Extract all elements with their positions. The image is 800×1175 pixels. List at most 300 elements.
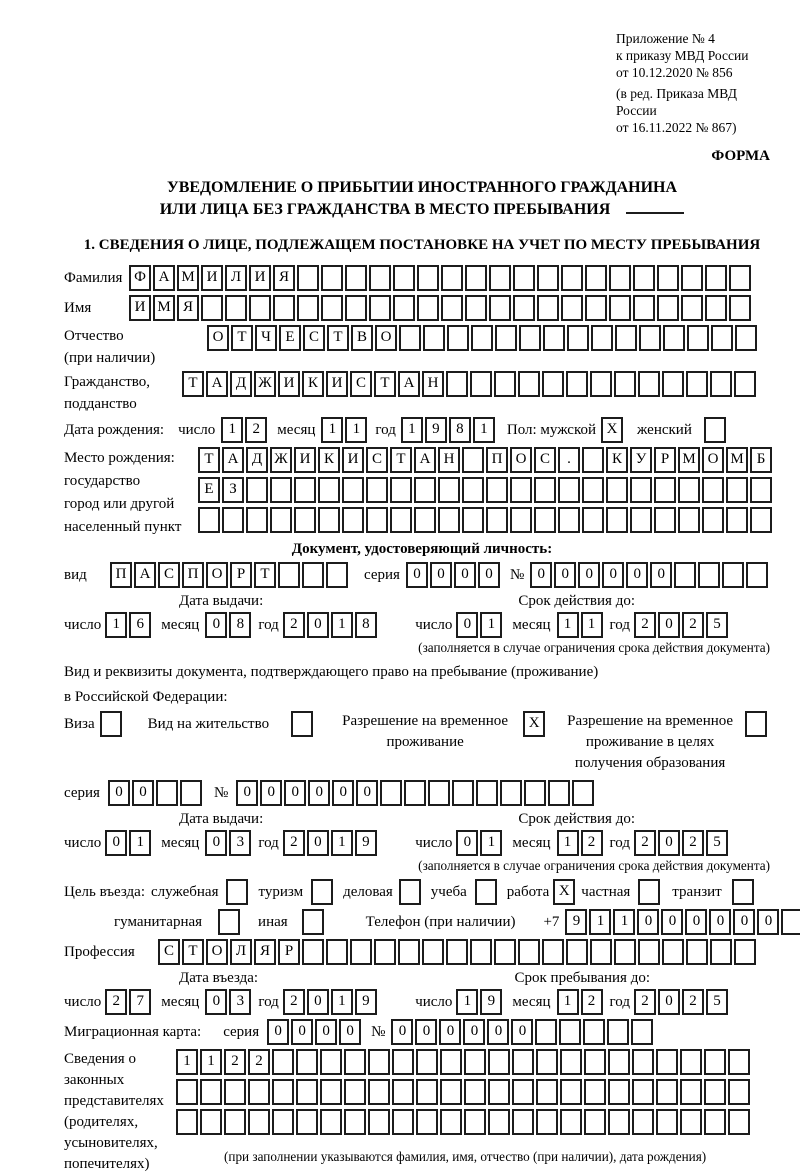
char-cell[interactable] <box>440 1049 462 1075</box>
char-cell[interactable] <box>674 562 696 588</box>
char-cell[interactable] <box>687 325 709 351</box>
char-cell[interactable]: В <box>351 325 373 351</box>
char-cell[interactable]: К <box>606 447 628 473</box>
char-cell[interactable] <box>428 780 450 806</box>
char-cell[interactable]: 0 <box>284 780 306 806</box>
char-cell[interactable] <box>560 1049 582 1075</box>
temp-residence-education-checkbox[interactable] <box>745 711 769 737</box>
char-cell[interactable]: 0 <box>307 989 329 1015</box>
char-cell[interactable]: А <box>206 371 228 397</box>
char-cell[interactable]: 2 <box>682 830 704 856</box>
char-cell[interactable] <box>734 371 756 397</box>
char-cell[interactable] <box>462 507 484 533</box>
char-cell[interactable] <box>608 1109 630 1135</box>
char-cell[interactable] <box>368 1049 390 1075</box>
char-cell[interactable]: З <box>222 477 244 503</box>
char-cell[interactable]: 0 <box>626 562 648 588</box>
residence-permit-checkbox[interactable] <box>291 711 315 737</box>
entry-day-boxes[interactable] <box>105 989 153 1015</box>
char-cell[interactable]: Ч <box>255 325 277 351</box>
birth-day-boxes[interactable] <box>221 417 269 443</box>
char-cell[interactable] <box>486 477 508 503</box>
char-cell[interactable] <box>726 507 748 533</box>
char-cell[interactable] <box>344 1109 366 1135</box>
char-cell[interactable] <box>559 1019 581 1045</box>
char-cell[interactable]: 0 <box>315 1019 337 1045</box>
purpose-humanitarian-checkbox[interactable] <box>218 909 242 935</box>
representatives-row2-boxes[interactable] <box>176 1079 752 1105</box>
char-cell[interactable] <box>488 1109 510 1135</box>
char-cell[interactable]: . <box>558 447 580 473</box>
char-cell[interactable] <box>513 295 535 321</box>
char-cell[interactable] <box>590 939 612 965</box>
identity-issue-month-boxes[interactable] <box>205 612 253 638</box>
residence-series-boxes[interactable] <box>108 780 204 806</box>
char-cell[interactable] <box>446 939 468 965</box>
char-cell[interactable]: 2 <box>634 989 656 1015</box>
entry-month-boxes[interactable] <box>205 989 253 1015</box>
char-cell[interactable]: Т <box>254 562 276 588</box>
char-cell[interactable]: 2 <box>224 1049 246 1075</box>
char-cell[interactable]: 0 <box>108 780 130 806</box>
char-cell[interactable]: 1 <box>456 989 478 1015</box>
char-cell[interactable] <box>471 325 493 351</box>
char-cell[interactable]: 0 <box>356 780 378 806</box>
char-cell[interactable] <box>417 295 439 321</box>
char-cell[interactable]: 1 <box>613 909 635 935</box>
identity-issue-day-boxes[interactable] <box>105 612 153 638</box>
identity-expiry-month-boxes[interactable] <box>557 612 605 638</box>
char-cell[interactable]: С <box>158 562 180 588</box>
char-cell[interactable]: И <box>278 371 300 397</box>
char-cell[interactable] <box>681 295 703 321</box>
char-cell[interactable]: И <box>326 371 348 397</box>
char-cell[interactable] <box>654 477 676 503</box>
char-cell[interactable]: 1 <box>176 1049 198 1075</box>
char-cell[interactable] <box>246 507 268 533</box>
char-cell[interactable]: Д <box>230 371 252 397</box>
char-cell[interactable] <box>399 879 421 905</box>
char-cell[interactable] <box>422 939 444 965</box>
char-cell[interactable]: Н <box>422 371 444 397</box>
char-cell[interactable]: Т <box>390 447 412 473</box>
female-checkbox[interactable] <box>704 417 728 443</box>
char-cell[interactable]: 5 <box>706 830 728 856</box>
char-cell[interactable] <box>462 447 484 473</box>
char-cell[interactable] <box>488 1049 510 1075</box>
char-cell[interactable] <box>246 477 268 503</box>
char-cell[interactable]: 0 <box>578 562 600 588</box>
char-cell[interactable]: 1 <box>129 830 151 856</box>
char-cell[interactable]: 8 <box>449 417 471 443</box>
char-cell[interactable]: 2 <box>105 989 127 1015</box>
char-cell[interactable] <box>416 1079 438 1105</box>
char-cell[interactable]: 1 <box>557 989 579 1015</box>
representatives-row1-boxes[interactable] <box>176 1049 752 1075</box>
purpose-other-checkbox[interactable] <box>302 909 326 935</box>
char-cell[interactable] <box>416 1109 438 1135</box>
char-cell[interactable]: С <box>534 447 556 473</box>
char-cell[interactable]: X <box>553 879 575 905</box>
char-cell[interactable] <box>656 1049 678 1075</box>
char-cell[interactable] <box>225 295 247 321</box>
char-cell[interactable] <box>440 1079 462 1105</box>
char-cell[interactable] <box>534 507 556 533</box>
char-cell[interactable] <box>416 1049 438 1075</box>
char-cell[interactable] <box>200 1079 222 1105</box>
char-cell[interactable] <box>591 325 613 351</box>
char-cell[interactable]: О <box>206 562 228 588</box>
char-cell[interactable] <box>366 477 388 503</box>
char-cell[interactable]: 0 <box>430 562 452 588</box>
citizenship-boxes[interactable] <box>182 371 758 397</box>
char-cell[interactable] <box>735 325 757 351</box>
char-cell[interactable]: 2 <box>682 989 704 1015</box>
char-cell[interactable] <box>560 1109 582 1135</box>
char-cell[interactable]: 0 <box>291 1019 313 1045</box>
char-cell[interactable] <box>464 1109 486 1135</box>
char-cell[interactable]: 0 <box>658 989 680 1015</box>
purpose-business-checkbox[interactable] <box>226 879 250 905</box>
stay-year-boxes[interactable] <box>634 989 730 1015</box>
char-cell[interactable]: 0 <box>236 780 258 806</box>
identity-number-boxes[interactable] <box>530 562 770 588</box>
char-cell[interactable] <box>318 477 340 503</box>
char-cell[interactable]: М <box>177 265 199 291</box>
char-cell[interactable] <box>654 507 676 533</box>
char-cell[interactable] <box>494 371 516 397</box>
char-cell[interactable] <box>537 295 559 321</box>
char-cell[interactable] <box>639 325 661 351</box>
char-cell[interactable] <box>705 265 727 291</box>
char-cell[interactable] <box>561 295 583 321</box>
char-cell[interactable] <box>470 939 492 965</box>
char-cell[interactable]: К <box>318 447 340 473</box>
identity-series-boxes[interactable] <box>406 562 502 588</box>
char-cell[interactable]: Р <box>654 447 676 473</box>
char-cell[interactable] <box>704 1079 726 1105</box>
birth-place-row3-boxes[interactable] <box>198 507 774 533</box>
char-cell[interactable] <box>657 295 679 321</box>
char-cell[interactable] <box>686 939 708 965</box>
char-cell[interactable] <box>561 265 583 291</box>
temp-residence-checkbox[interactable] <box>523 711 547 737</box>
char-cell[interactable]: 1 <box>473 417 495 443</box>
char-cell[interactable] <box>470 371 492 397</box>
char-cell[interactable] <box>476 780 498 806</box>
identity-expiry-year-boxes[interactable] <box>634 612 730 638</box>
char-cell[interactable]: И <box>129 295 151 321</box>
char-cell[interactable]: 1 <box>557 612 579 638</box>
char-cell[interactable]: Л <box>225 265 247 291</box>
char-cell[interactable]: 0 <box>658 830 680 856</box>
char-cell[interactable] <box>342 477 364 503</box>
profession-boxes[interactable] <box>158 939 758 965</box>
char-cell[interactable]: 0 <box>415 1019 437 1045</box>
purpose-work-checkbox[interactable] <box>553 879 577 905</box>
char-cell[interactable] <box>392 1079 414 1105</box>
char-cell[interactable] <box>294 507 316 533</box>
char-cell[interactable] <box>273 295 295 321</box>
char-cell[interactable] <box>534 477 556 503</box>
char-cell[interactable] <box>224 1109 246 1135</box>
char-cell[interactable]: 1 <box>557 830 579 856</box>
char-cell[interactable]: 0 <box>332 780 354 806</box>
char-cell[interactable] <box>326 562 348 588</box>
char-cell[interactable] <box>512 1049 534 1075</box>
char-cell[interactable] <box>729 265 751 291</box>
char-cell[interactable] <box>632 1109 654 1135</box>
char-cell[interactable] <box>248 1079 270 1105</box>
char-cell[interactable] <box>272 1049 294 1075</box>
char-cell[interactable]: 8 <box>355 612 377 638</box>
char-cell[interactable]: X <box>601 417 623 443</box>
char-cell[interactable] <box>320 1049 342 1075</box>
char-cell[interactable] <box>369 295 391 321</box>
char-cell[interactable] <box>486 507 508 533</box>
char-cell[interactable] <box>678 507 700 533</box>
char-cell[interactable]: П <box>182 562 204 588</box>
char-cell[interactable]: 1 <box>331 989 353 1015</box>
char-cell[interactable]: 3 <box>229 989 251 1015</box>
char-cell[interactable] <box>489 295 511 321</box>
purpose-transit-checkbox[interactable] <box>732 879 756 905</box>
char-cell[interactable]: О <box>375 325 397 351</box>
char-cell[interactable] <box>638 879 660 905</box>
char-cell[interactable]: 0 <box>658 612 680 638</box>
char-cell[interactable] <box>572 780 594 806</box>
char-cell[interactable] <box>702 477 724 503</box>
char-cell[interactable] <box>536 1079 558 1105</box>
birth-year-boxes[interactable] <box>401 417 497 443</box>
migration-number-boxes[interactable] <box>391 1019 655 1045</box>
char-cell[interactable] <box>614 939 636 965</box>
char-cell[interactable] <box>393 295 415 321</box>
purpose-private-checkbox[interactable] <box>638 879 662 905</box>
residence-issue-day-boxes[interactable] <box>105 830 153 856</box>
patronymic-boxes[interactable] <box>207 325 759 351</box>
char-cell[interactable] <box>272 1109 294 1135</box>
char-cell[interactable]: О <box>206 939 228 965</box>
char-cell[interactable]: 7 <box>129 989 151 1015</box>
char-cell[interactable]: 1 <box>200 1049 222 1075</box>
char-cell[interactable]: 0 <box>554 562 576 588</box>
char-cell[interactable]: С <box>303 325 325 351</box>
char-cell[interactable] <box>302 909 324 935</box>
char-cell[interactable]: 2 <box>283 830 305 856</box>
char-cell[interactable] <box>326 939 348 965</box>
char-cell[interactable] <box>518 939 540 965</box>
char-cell[interactable]: 1 <box>480 830 502 856</box>
char-cell[interactable] <box>582 447 604 473</box>
char-cell[interactable] <box>710 939 732 965</box>
char-cell[interactable] <box>500 780 522 806</box>
char-cell[interactable]: Я <box>254 939 276 965</box>
char-cell[interactable] <box>704 1049 726 1075</box>
char-cell[interactable] <box>519 325 541 351</box>
char-cell[interactable] <box>585 265 607 291</box>
char-cell[interactable] <box>745 711 767 737</box>
char-cell[interactable] <box>350 939 372 965</box>
char-cell[interactable] <box>344 1079 366 1105</box>
char-cell[interactable] <box>344 1049 366 1075</box>
char-cell[interactable] <box>270 507 292 533</box>
char-cell[interactable]: 9 <box>425 417 447 443</box>
char-cell[interactable] <box>465 295 487 321</box>
char-cell[interactable] <box>566 371 588 397</box>
char-cell[interactable] <box>698 562 720 588</box>
char-cell[interactable] <box>710 371 732 397</box>
char-cell[interactable] <box>342 507 364 533</box>
char-cell[interactable]: 0 <box>307 612 329 638</box>
char-cell[interactable]: Т <box>231 325 253 351</box>
char-cell[interactable] <box>681 265 703 291</box>
char-cell[interactable]: М <box>726 447 748 473</box>
char-cell[interactable] <box>226 879 248 905</box>
char-cell[interactable] <box>392 1049 414 1075</box>
char-cell[interactable]: 2 <box>634 830 656 856</box>
char-cell[interactable] <box>678 477 700 503</box>
char-cell[interactable] <box>278 562 300 588</box>
char-cell[interactable]: И <box>294 447 316 473</box>
char-cell[interactable]: С <box>158 939 180 965</box>
char-cell[interactable]: 0 <box>406 562 428 588</box>
char-cell[interactable] <box>608 1079 630 1105</box>
char-cell[interactable] <box>374 939 396 965</box>
char-cell[interactable] <box>728 1049 750 1075</box>
char-cell[interactable] <box>296 1109 318 1135</box>
male-checkbox[interactable] <box>601 417 625 443</box>
char-cell[interactable] <box>404 780 426 806</box>
char-cell[interactable] <box>294 477 316 503</box>
entry-year-boxes[interactable] <box>283 989 379 1015</box>
char-cell[interactable] <box>558 507 580 533</box>
char-cell[interactable] <box>584 1049 606 1075</box>
char-cell[interactable] <box>663 325 685 351</box>
char-cell[interactable] <box>543 325 565 351</box>
char-cell[interactable] <box>606 477 628 503</box>
char-cell[interactable] <box>369 265 391 291</box>
char-cell[interactable]: Ф <box>129 265 151 291</box>
char-cell[interactable] <box>345 295 367 321</box>
char-cell[interactable] <box>585 295 607 321</box>
char-cell[interactable]: А <box>222 447 244 473</box>
char-cell[interactable] <box>321 295 343 321</box>
char-cell[interactable] <box>447 325 469 351</box>
char-cell[interactable]: 1 <box>480 612 502 638</box>
char-cell[interactable]: 0 <box>530 562 552 588</box>
residence-issue-month-boxes[interactable] <box>205 830 253 856</box>
residence-number-boxes[interactable] <box>236 780 596 806</box>
char-cell[interactable]: 9 <box>355 830 377 856</box>
char-cell[interactable]: Ж <box>254 371 276 397</box>
char-cell[interactable] <box>781 909 800 935</box>
char-cell[interactable] <box>156 780 178 806</box>
char-cell[interactable]: 2 <box>283 612 305 638</box>
char-cell[interactable] <box>567 325 589 351</box>
char-cell[interactable] <box>630 477 652 503</box>
char-cell[interactable]: 2 <box>581 830 603 856</box>
char-cell[interactable] <box>583 1019 605 1045</box>
migration-series-boxes[interactable] <box>267 1019 363 1045</box>
char-cell[interactable] <box>734 939 756 965</box>
visa-checkbox[interactable] <box>100 711 124 737</box>
char-cell[interactable] <box>296 1079 318 1105</box>
char-cell[interactable] <box>311 879 333 905</box>
char-cell[interactable] <box>609 265 631 291</box>
representatives-row3-boxes[interactable] <box>176 1109 752 1135</box>
char-cell[interactable] <box>536 1109 558 1135</box>
char-cell[interactable] <box>180 780 202 806</box>
char-cell[interactable]: Б <box>750 447 772 473</box>
char-cell[interactable] <box>632 1079 654 1105</box>
char-cell[interactable] <box>728 1079 750 1105</box>
char-cell[interactable]: 0 <box>650 562 672 588</box>
char-cell[interactable] <box>656 1109 678 1135</box>
char-cell[interactable]: П <box>110 562 132 588</box>
char-cell[interactable] <box>291 711 313 737</box>
char-cell[interactable]: 9 <box>480 989 502 1015</box>
char-cell[interactable]: 5 <box>706 989 728 1015</box>
char-cell[interactable] <box>582 507 604 533</box>
surname-boxes[interactable] <box>129 265 753 291</box>
char-cell[interactable] <box>510 477 532 503</box>
char-cell[interactable] <box>464 1049 486 1075</box>
char-cell[interactable] <box>732 879 754 905</box>
char-cell[interactable]: Т <box>198 447 220 473</box>
char-cell[interactable] <box>633 265 655 291</box>
char-cell[interactable]: 9 <box>565 909 587 935</box>
char-cell[interactable]: 0 <box>463 1019 485 1045</box>
char-cell[interactable] <box>722 562 744 588</box>
char-cell[interactable]: 0 <box>132 780 154 806</box>
char-cell[interactable] <box>270 477 292 503</box>
char-cell[interactable]: Е <box>279 325 301 351</box>
char-cell[interactable]: 1 <box>589 909 611 935</box>
char-cell[interactable]: И <box>249 265 271 291</box>
char-cell[interactable] <box>657 265 679 291</box>
char-cell[interactable] <box>398 939 420 965</box>
char-cell[interactable] <box>633 295 655 321</box>
char-cell[interactable] <box>248 1109 270 1135</box>
char-cell[interactable] <box>446 371 468 397</box>
char-cell[interactable] <box>272 1079 294 1105</box>
char-cell[interactable]: 1 <box>105 612 127 638</box>
char-cell[interactable]: 0 <box>602 562 624 588</box>
char-cell[interactable] <box>176 1079 198 1105</box>
char-cell[interactable]: 2 <box>634 612 656 638</box>
char-cell[interactable] <box>368 1109 390 1135</box>
char-cell[interactable] <box>390 507 412 533</box>
char-cell[interactable] <box>536 1049 558 1075</box>
char-cell[interactable] <box>609 295 631 321</box>
char-cell[interactable] <box>518 371 540 397</box>
char-cell[interactable] <box>390 477 412 503</box>
char-cell[interactable] <box>608 1049 630 1075</box>
char-cell[interactable] <box>512 1109 534 1135</box>
purpose-tourism-checkbox[interactable] <box>311 879 335 905</box>
char-cell[interactable]: О <box>702 447 724 473</box>
char-cell[interactable] <box>590 371 612 397</box>
char-cell[interactable] <box>222 507 244 533</box>
char-cell[interactable] <box>296 1049 318 1075</box>
char-cell[interactable]: 1 <box>331 830 353 856</box>
firstname-boxes[interactable] <box>129 295 753 321</box>
char-cell[interactable] <box>224 1079 246 1105</box>
char-cell[interactable]: 0 <box>307 830 329 856</box>
birth-month-boxes[interactable] <box>321 417 369 443</box>
char-cell[interactable]: М <box>153 295 175 321</box>
